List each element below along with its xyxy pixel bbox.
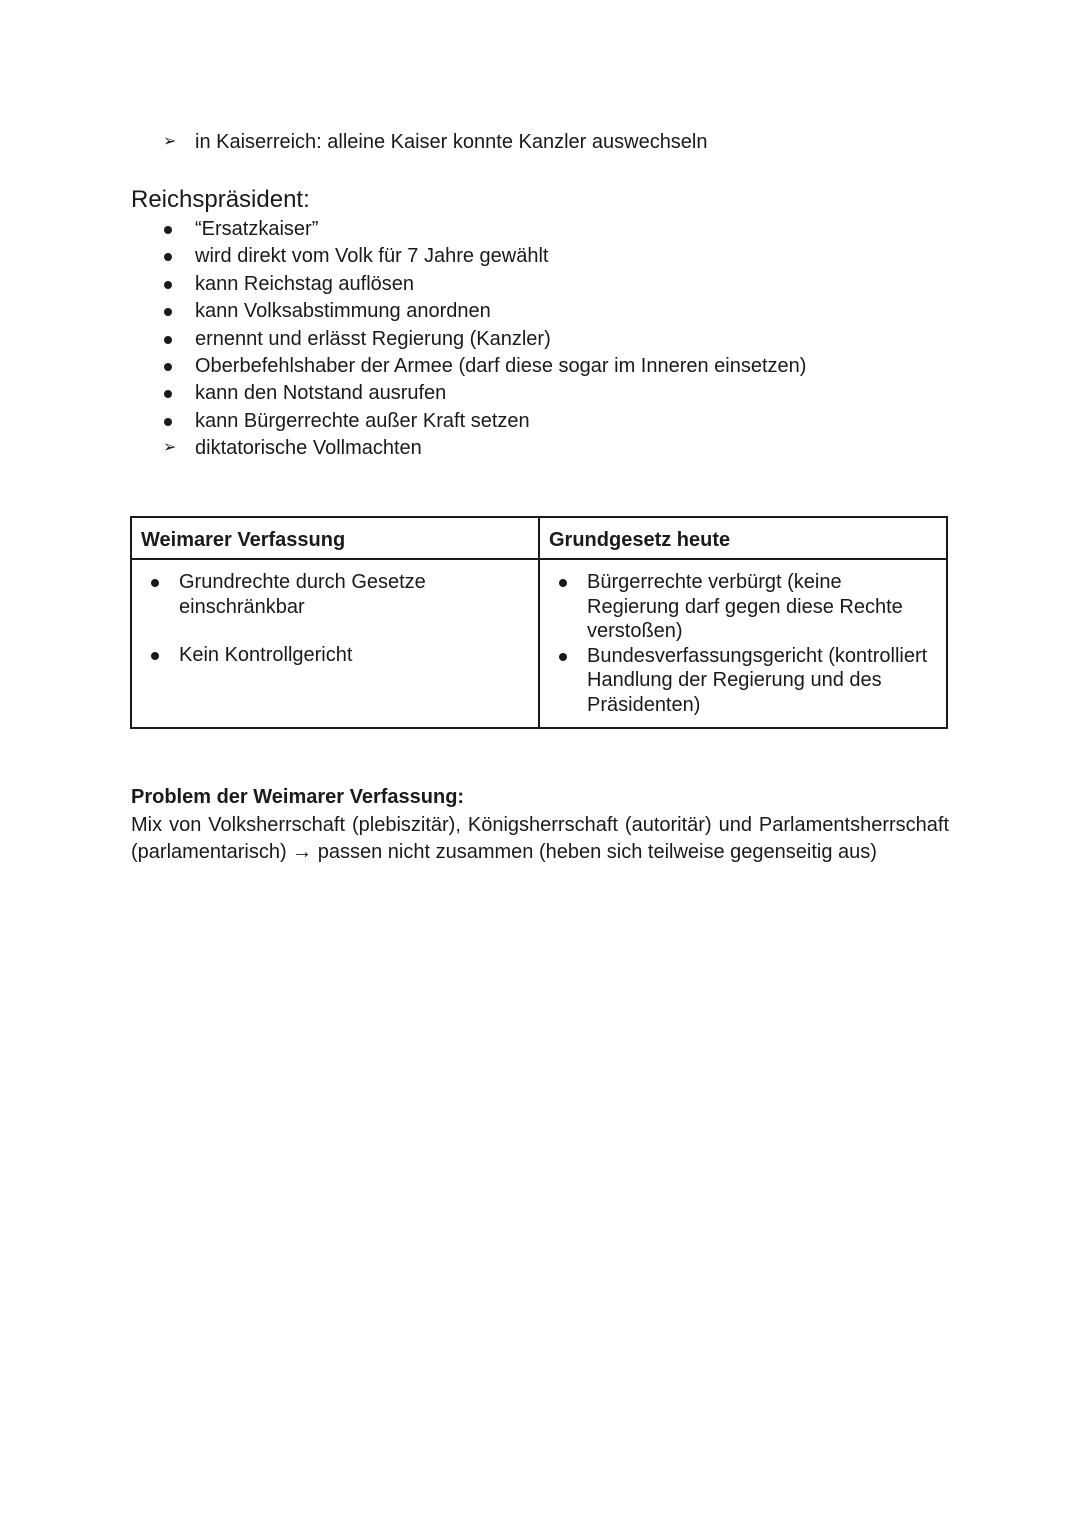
grundgesetz-list — [549, 570, 936, 717]
list-item: Bürgerrechte verbürgt (keine Regierung darf gegen diese Rechte verstoßen) — [549, 570, 936, 644]
list-item: kann Bürgerrechte außer Kraft setzen — [131, 408, 806, 435]
reichspraesident-list — [131, 216, 806, 435]
bullet-dot-icon — [164, 281, 172, 289]
bullet-dot-icon — [559, 653, 567, 661]
bullet-dot-icon — [151, 579, 159, 587]
list-item: kann den Notstand ausrufen — [131, 380, 806, 407]
list-item: Oberbefehlshaber der Armee (darf diese sogar im Inneren einsetzen) — [131, 353, 806, 380]
bullet-dot-icon — [164, 390, 172, 398]
column-header-grundgesetz: Grundgesetz heute — [539, 517, 947, 559]
bullet-dot-icon — [164, 336, 172, 344]
comparison-table-wrapper — [130, 516, 948, 729]
bullet-dot-icon — [164, 226, 172, 234]
reichspraesident-heading: Reichspräsident: — [131, 186, 310, 213]
weimar-list — [141, 570, 528, 668]
list-item: Kein Kontrollgericht — [141, 643, 528, 668]
bullet-dot-icon — [164, 363, 172, 371]
list-item: wird direkt vom Volk für 7 Jahre gewählt — [131, 243, 806, 270]
top-note — [163, 128, 708, 156]
arrowhead-bullet-icon: ➢ — [163, 133, 177, 150]
column-header-weimar: Weimarer Verfassung — [131, 517, 539, 559]
list-item: Grundrechte durch Gesetze einschränkbar — [141, 570, 528, 619]
problem-section — [131, 784, 949, 867]
table-row — [131, 559, 947, 728]
table-header-row — [131, 517, 947, 559]
weimar-cell — [131, 559, 539, 728]
problem-text: Mix von Volksherrschaft (plebiszitär), Königsherrschaft (autoritär) und Parlamentsherrschaft (parlamentarisch) → passen nicht zusammen (heben sich teilweise gegenseitig aus) — [131, 813, 949, 863]
list-item: kann Volksabstimmung anordnen — [131, 298, 806, 325]
list-item: Bundesverfassungsgericht (kontrolliert Handlung der Regierung und des Präsidenten) — [549, 644, 936, 718]
conclusion-note — [163, 434, 422, 462]
bullet-dot-icon — [164, 253, 172, 261]
arrowhead-bullet-icon: ➢ — [163, 439, 177, 456]
conclusion-text: diktatorische Vollmachten — [195, 437, 422, 459]
list-item: ernennt und erlässt Regierung (Kanzler) — [131, 326, 806, 353]
problem-title: Problem der Weimarer Verfassung: — [131, 786, 465, 808]
bullet-dot-icon — [559, 579, 567, 587]
top-note-text: in Kaiserreich: alleine Kaiser konnte Kanzler auswechseln — [195, 131, 708, 153]
comparison-table — [130, 516, 948, 729]
list-item: kann Reichstag auflösen — [131, 271, 806, 298]
bullet-dot-icon — [151, 652, 159, 660]
bullet-dot-icon — [164, 418, 172, 426]
bullet-dot-icon — [164, 308, 172, 316]
grundgesetz-cell — [539, 559, 947, 728]
list-item: “Ersatzkaiser” — [131, 216, 806, 243]
